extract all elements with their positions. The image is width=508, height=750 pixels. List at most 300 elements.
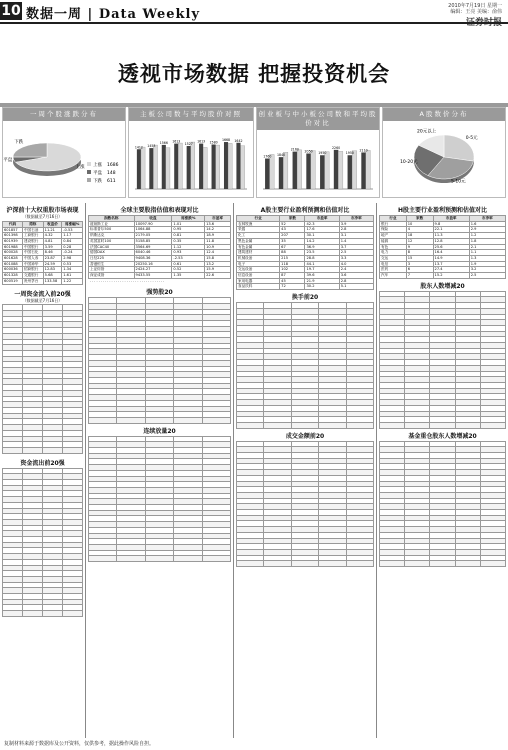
filler-table-8 [379, 441, 506, 567]
bar-value-label: 1950 [345, 151, 354, 156]
table-cell: 4.81 [43, 238, 62, 244]
table-cell: 1.9 [469, 261, 505, 267]
bar-value-label: 1566 [159, 140, 168, 145]
bar [228, 143, 232, 189]
table-cell: 1.1 [469, 250, 505, 256]
filler-cell [89, 417, 117, 423]
table-header-cell: 指数名称 [89, 216, 135, 222]
table-cell: 19.7 [305, 267, 339, 273]
table-cell: 2.5 [339, 250, 373, 256]
headline: 透视市场数据 把握投资机会 [117, 62, 391, 86]
table-cell: 102 [280, 267, 305, 273]
table-row [237, 284, 374, 290]
bar [141, 147, 145, 189]
table-cell: 建筑建材 [237, 250, 280, 256]
bar [366, 150, 371, 189]
column-divider [233, 203, 234, 738]
chart-title-1: 一周个股涨跌分布 [3, 108, 125, 121]
table-cell: 1.2 [469, 233, 505, 239]
filler-row [380, 561, 506, 567]
table-cell: 中国银行 [22, 244, 43, 250]
table-cell: 18 [406, 233, 433, 239]
filler-cell [455, 422, 480, 428]
table-cell: 2.98 [62, 256, 83, 262]
table-row [3, 278, 83, 284]
table-cell: 1.61 [62, 273, 83, 279]
table-cell: 2.8 [339, 278, 373, 284]
bar-value-label: 2260 [332, 145, 341, 150]
bar [348, 155, 353, 189]
table-cell: 英国富时100 [89, 238, 135, 244]
table-header-cell: 代码 [3, 221, 23, 227]
table-cell: 5158.85 [134, 238, 172, 244]
table-cell: 12 [406, 238, 433, 244]
table-cell: 43 [280, 227, 305, 233]
filler-cell [89, 556, 117, 562]
bar [224, 142, 228, 189]
bar-value-label: 2050 [304, 149, 313, 154]
table-cell: 深证成指 [89, 273, 135, 279]
filler-table-6 [236, 441, 374, 567]
table-cell: 207 [280, 233, 305, 239]
table-cell: 1.8 [469, 238, 505, 244]
table-cell: 13.7 [433, 261, 469, 267]
filler-cell [480, 561, 505, 567]
table-cell: 15.9 [205, 267, 231, 273]
table-cell: 汽车 [380, 273, 407, 279]
table-cell: 日经225 [89, 255, 135, 261]
filler-cell [3, 611, 23, 617]
table-cell: 6 [406, 267, 433, 273]
filler-row [89, 556, 231, 562]
bar-value-label: 1412 [134, 145, 143, 150]
bar [191, 142, 195, 189]
bar [293, 152, 298, 189]
section-divider: | [87, 7, 99, 22]
filler-cell [23, 447, 43, 453]
table-header-cell: 行业 [237, 216, 280, 222]
column-1-subtitle-2: （数据截至7月16日） [22, 297, 63, 303]
filler-cell [430, 422, 455, 428]
filler-cell [405, 561, 430, 567]
table-cell: 52 [280, 221, 305, 227]
table-cell: 600519 [3, 278, 23, 284]
column-divider [85, 203, 86, 738]
filler-cell [346, 422, 373, 428]
table-cell: 24.59 [43, 261, 62, 267]
column-3-sub-2: 成交金额前20 [285, 432, 325, 440]
table-cell: 0.84 [62, 238, 83, 244]
legend-swatch [87, 162, 91, 166]
table-cell: 21.9 [305, 278, 339, 284]
table-header-cell: 市盈率 [433, 216, 469, 222]
table-cell: 27.4 [433, 267, 469, 273]
table-cell: 1064.88 [134, 227, 172, 233]
column-2-sub-1: 强势股20 [146, 289, 173, 297]
table-cell: 20250.16 [134, 261, 172, 267]
section-title [26, 3, 200, 22]
table-cell: 2.1 [469, 244, 505, 250]
table-cell: 39.6 [305, 273, 339, 279]
pie-slice-label: 20元以上 [417, 129, 437, 135]
table-cell: 1.22 [62, 278, 83, 284]
table-cell: 交运设备 [237, 267, 280, 273]
chart-panel-4 [382, 107, 506, 198]
filler-row [3, 447, 83, 453]
chart-panel-3 [256, 107, 380, 198]
filler-cell [291, 561, 318, 567]
table-cell: 1.01 [172, 221, 205, 227]
legend-label: 下跌 [93, 179, 102, 184]
table-cell: 4 [406, 227, 433, 233]
filler-cell [202, 556, 230, 562]
table-cell: 招商银行 [22, 267, 43, 273]
bar [149, 148, 153, 189]
page-number: 10 [1, 3, 21, 19]
bar-value-label: 1527 [184, 142, 193, 147]
filler-cell [380, 422, 405, 428]
table-cell: 信息设备 [237, 273, 280, 279]
bar [306, 154, 311, 189]
filler-cell [174, 556, 202, 562]
table-cell: 35 [280, 238, 305, 244]
column-4 [379, 203, 506, 567]
bar [212, 145, 216, 189]
table-weights [2, 221, 83, 285]
table-cell: 6040.46 [134, 250, 172, 256]
header-editor: 编辑：王亮 美编：俞伟 [450, 9, 502, 15]
pie-slice-label: 0-5元 [465, 136, 478, 142]
table-a-share-industry [236, 215, 374, 290]
bar [361, 152, 366, 189]
table-cell: 黑色金属 [237, 238, 280, 244]
table-cell: 1.34 [62, 267, 83, 273]
pie-slice-label: 上涨 [75, 165, 85, 171]
table-cell: 2179.05 [134, 233, 172, 239]
table-cell: 能源 [380, 238, 407, 244]
column-1 [2, 203, 83, 617]
filler-table-5 [236, 302, 374, 428]
table-header-cell: 简称 [22, 221, 43, 227]
section-title-cn: 数据一周 [26, 7, 83, 22]
table-cell: 11.8 [205, 238, 231, 244]
filler-table-7 [379, 291, 506, 429]
chart-title-2: 主板公司数与平均股价对照 [129, 108, 253, 121]
bar [216, 145, 220, 189]
table-cell: 88 [280, 250, 305, 256]
chart-title-4: A股数价分布 [383, 108, 505, 121]
bar-chart-2 [257, 130, 379, 197]
table-cell: 5.68 [43, 273, 62, 279]
table-cell: 1.6 [469, 221, 505, 227]
table-cell: 44.1 [305, 261, 339, 267]
table-cell: 4.0 [339, 261, 373, 267]
column-2-sub-2: 连续放量20 [143, 427, 176, 435]
table-cell: 1.4 [339, 238, 373, 244]
filler-cell [319, 422, 346, 428]
table-cell: 14.9 [433, 255, 469, 261]
bar [265, 159, 270, 189]
filler-cell [405, 422, 430, 428]
column-2-title: 全球主要股指估值和表现对比 [120, 207, 199, 214]
bar-chart-1 [129, 121, 253, 197]
table-cell: 18.9 [205, 233, 231, 239]
table-cell: 215 [280, 255, 305, 261]
bar-value-label: 1950 [318, 151, 327, 156]
bar [279, 157, 284, 189]
table-cell: 2.5 [469, 273, 505, 279]
table-cell: 1.3 [469, 255, 505, 261]
table-cell: 9.8 [433, 221, 469, 227]
filler-cell [117, 417, 145, 423]
header-date: 2010年7月19日 星期一 [448, 3, 502, 9]
table-cell: 化工 [237, 233, 280, 239]
filler-cell [380, 561, 405, 567]
table-cell: 3.6 [339, 273, 373, 279]
table-cell: -0.24 [62, 250, 83, 256]
table-cell: 15.2 [433, 273, 469, 279]
bar [270, 154, 275, 189]
table-cell: 12.8 [433, 238, 469, 244]
table-cell: 3.1 [339, 233, 373, 239]
pie-slice-label: 10-20元 [400, 160, 418, 166]
column-3 [236, 203, 374, 567]
table-cell: 3.3 [339, 255, 373, 261]
page-header [0, 0, 508, 22]
filler-cell [145, 556, 173, 562]
filler-cell [291, 422, 318, 428]
filler-cell [117, 556, 145, 562]
table-cell: 3.59 [43, 244, 62, 250]
bar [178, 143, 182, 189]
legend-label: 平盘 [93, 171, 102, 176]
table-cell: 601857 [3, 227, 23, 233]
table-cell: 30.1 [305, 233, 339, 239]
filler-cell [174, 417, 202, 423]
bar [297, 150, 302, 189]
column-divider [376, 203, 377, 738]
legend-swatch [87, 178, 91, 182]
table-cell: 0.95 [172, 227, 205, 233]
table-cell: 16.4 [433, 250, 469, 256]
filler-table-4 [88, 436, 231, 562]
table-cell: 3.2 [469, 267, 505, 273]
header-rule [0, 22, 508, 24]
bar [137, 149, 141, 189]
table-cell: 23.87 [43, 256, 62, 262]
bottom-note: 复制材料来源于数据库及公开资料，仅供参考，据此操作风险自担。 [4, 741, 155, 747]
table-header-cell: 家数 [280, 216, 305, 222]
table-cell: 中国人寿 [22, 256, 43, 262]
table-cell: 标准普尔500 [89, 227, 135, 233]
table-header-cell: 家数 [406, 216, 433, 222]
table-cell: 3.9 [339, 221, 373, 227]
table-cell: 0.93 [172, 250, 205, 256]
filler-cell [264, 561, 291, 567]
chart-title-3: 创业板与中小板公司数和平均股价对比 [257, 108, 379, 130]
table-cell: 保险 [380, 227, 407, 233]
column-2-note: · · · · · · · · · · · · · · · · · · · · · · · · · · · · · · · · · · · [90, 279, 165, 284]
table-cell: -0.53 [62, 227, 83, 233]
table-cell: 上证综指 [89, 267, 135, 273]
table-cell: 医药 [380, 267, 407, 273]
table-cell: 机械设备 [237, 255, 280, 261]
table-header-cell: 周涨幅% [62, 221, 83, 227]
legend-swatch [87, 170, 91, 174]
column-4-sub-2: 基金重仓股东人数增减20 [408, 432, 477, 440]
table-cell: 2.4 [339, 267, 373, 273]
table-cell: -2.53 [172, 255, 205, 261]
table-cell: 采掘 [237, 227, 280, 233]
bar [334, 150, 339, 189]
bar [199, 144, 203, 189]
table-cell: 9 [406, 244, 433, 250]
bar [203, 147, 207, 189]
table-header-cell: 市盈率 [305, 216, 339, 222]
filler-cell [430, 561, 455, 567]
table-header-cell: 行业 [380, 216, 407, 222]
table-cell: 13.6 [205, 221, 231, 227]
filler-row [89, 417, 231, 423]
table-cell: 贵州茅台 [22, 278, 43, 284]
filler-table-2 [2, 468, 83, 617]
table-cell: 36.9 [305, 244, 339, 250]
table-cell: 5.1 [339, 284, 373, 290]
table-cell: 0.81 [172, 233, 205, 239]
table-cell: 13.2 [205, 261, 231, 267]
table-cell: 9433.55 [134, 273, 172, 279]
table-cell: 601398 [3, 233, 23, 239]
table-h-share-industry [379, 215, 506, 279]
table-cell: 纳斯达克 [89, 233, 135, 239]
table-cell: 87 [280, 273, 305, 279]
filler-cell [145, 417, 173, 423]
filler-cell [202, 417, 230, 423]
filler-row [237, 561, 374, 567]
table-cell: 建设银行 [22, 238, 43, 244]
table-cell: 600028 [3, 250, 23, 256]
bar [162, 145, 166, 189]
bar [352, 151, 357, 189]
table-cell: 有色金属 [237, 244, 280, 250]
pie-slice-label: 平盘 [3, 157, 13, 163]
table-cell: 67 [280, 244, 305, 250]
bar [153, 145, 157, 189]
table-cell: 12.4 [205, 250, 231, 256]
table-cell: 15 [406, 255, 433, 261]
table-cell: 10.9 [205, 244, 231, 250]
table-cell: 601088 [3, 261, 23, 267]
table-header-cell: 周涨跌% [172, 216, 205, 222]
table-cell: 17.6 [305, 227, 339, 233]
table-cell: 11.21 [43, 227, 62, 233]
filler-cell [480, 422, 505, 428]
bar [241, 146, 245, 189]
filler-row [380, 422, 506, 428]
table-cell: 食品饮料 [237, 284, 280, 290]
column-3-title: A股主要行业盈利预测和估值对比 [260, 207, 350, 214]
filler-cell [23, 611, 43, 617]
filler-row [3, 611, 83, 617]
table-cell: 家用电器 [237, 278, 280, 284]
table-cell: 工商银行 [22, 233, 43, 239]
chart-panel-1 [2, 107, 126, 198]
bar [320, 155, 325, 189]
table-cell: 0.52 [172, 267, 205, 273]
table-cell: 地产 [380, 233, 407, 239]
section-title-en: Data Weekly [98, 7, 201, 22]
table-cell: 电子 [237, 261, 280, 267]
table-cell: 有色 [380, 244, 407, 250]
table-cell: 银行 [380, 221, 407, 227]
filler-cell [3, 447, 23, 453]
filler-cell [264, 422, 291, 428]
table-cell: 133.58 [43, 278, 62, 284]
table-cell: 72 [280, 284, 305, 290]
bar [166, 148, 170, 189]
bar [174, 144, 178, 189]
table-cell: 0.53 [62, 261, 83, 267]
table-cell: 14.2 [305, 238, 339, 244]
table-cell: 农林牧渔 [237, 221, 280, 227]
table-cell: 4.32 [43, 233, 62, 239]
pie-chart-1 [3, 121, 125, 197]
table-header-cell: 市盈率 [205, 216, 231, 222]
table-cell: 1.17 [62, 233, 83, 239]
filler-cell [63, 611, 83, 617]
table-cell: 0.61 [172, 261, 205, 267]
table-cell: 28.8 [305, 255, 339, 261]
bar-value-label: 1642 [234, 138, 243, 143]
filler-cell [319, 561, 346, 567]
table-row [380, 273, 506, 279]
bar-value-label: 1668 [221, 138, 231, 143]
legend-label: 上涨 [93, 163, 102, 168]
table-cell: 601328 [3, 273, 23, 279]
table-cell: 香港恒生 [89, 261, 135, 267]
pie-chart-2 [383, 121, 505, 197]
column-4-sub-1: 股东人数增减20 [420, 282, 465, 290]
pie-slice-label: 5-10元 [450, 179, 466, 185]
bar-value-label: 1840 [277, 153, 286, 158]
bar [338, 151, 343, 189]
table-cell: 45 [280, 278, 305, 284]
table-header-cell: 收盘价 [43, 221, 62, 227]
table-cell: 30.2 [305, 284, 339, 290]
table-header-cell: 收盘 [134, 216, 172, 222]
filler-row [237, 422, 374, 428]
filler-cell [455, 561, 480, 567]
table-cell: 7 [406, 273, 433, 279]
table-cell: 14.2 [205, 227, 231, 233]
bar-value-label: 1613 [172, 139, 181, 144]
table-cell: 0.28 [62, 244, 83, 250]
table-cell: 11.3 [433, 233, 469, 239]
table-cell: 中国石油 [22, 227, 43, 233]
bar-value-label: 2110 [359, 148, 368, 153]
table-cell: 23.5 [305, 250, 339, 256]
table-cell: 2424.27 [134, 267, 172, 273]
filler-cell [63, 447, 83, 453]
filler-table-1 [2, 304, 83, 453]
table-cell: 中国神华 [22, 261, 43, 267]
column-2 [88, 203, 231, 562]
filler-cell [43, 447, 63, 453]
table-row [89, 273, 231, 279]
legend-value: 148 [107, 171, 116, 176]
table-global-indices [88, 215, 231, 279]
filler-cell [43, 611, 63, 617]
